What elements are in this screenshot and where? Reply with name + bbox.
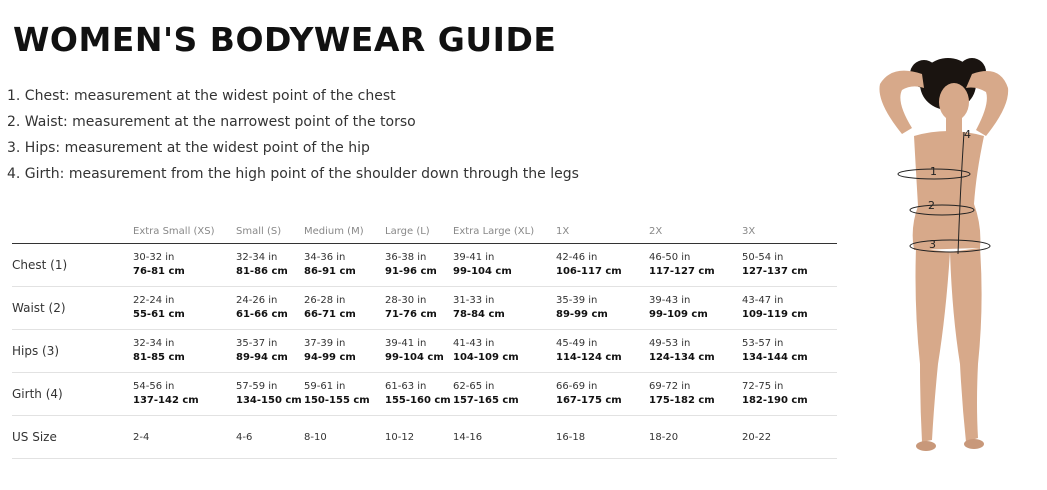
centimeters-value: 155-160 cm xyxy=(385,395,451,406)
centimeters-value: 124-134 cm xyxy=(649,352,715,363)
inches-value: 41-43 in xyxy=(453,338,495,349)
centimeters-value: 91-96 cm xyxy=(385,266,437,277)
measurement-cell xyxy=(236,244,304,287)
inches-value: 69-72 in xyxy=(649,381,691,392)
centimeters-value: 106-117 cm xyxy=(556,266,622,277)
table-row xyxy=(12,373,837,416)
centimeters-value: 89-94 cm xyxy=(236,352,288,363)
measurement-cell xyxy=(453,373,556,416)
model-measurement-figure xyxy=(862,44,1037,464)
inches-value: 61-63 in xyxy=(385,381,427,392)
table-row-us-size xyxy=(12,416,837,459)
inches-value: 50-54 in xyxy=(742,252,784,263)
inches-value: 42-46 in xyxy=(556,252,598,263)
table-header-row xyxy=(12,219,837,244)
inches-value: 32-34 in xyxy=(236,252,278,263)
measurement-cell xyxy=(453,244,556,287)
centimeters-value: 78-84 cm xyxy=(453,309,505,320)
measurement-cell xyxy=(649,244,742,287)
inches-value: 39-43 in xyxy=(649,295,691,306)
measurement-cell xyxy=(385,287,453,330)
header-2x: 2X xyxy=(649,219,742,244)
marker-4: 4 xyxy=(964,128,971,141)
measurement-cell xyxy=(453,287,556,330)
inches-value: 39-41 in xyxy=(453,252,495,263)
centimeters-value: 114-124 cm xyxy=(556,352,622,363)
centimeters-value: 61-66 cm xyxy=(236,309,288,320)
us-size-cell: 8-10 xyxy=(304,416,385,459)
inches-value: 53-57 in xyxy=(742,338,784,349)
measurement-cell xyxy=(649,330,742,373)
table-body xyxy=(12,244,837,459)
inches-value: 30-32 in xyxy=(133,252,175,263)
row-label: Hips (3) xyxy=(12,330,133,373)
measurement-cell xyxy=(385,330,453,373)
header-xl: Extra Large (XL) xyxy=(453,219,556,244)
centimeters-value: 104-109 cm xyxy=(453,352,519,363)
header-3x: 3X xyxy=(742,219,837,244)
inches-value: 46-50 in xyxy=(649,252,691,263)
measurement-cell xyxy=(304,373,385,416)
measurement-cell xyxy=(453,330,556,373)
centimeters-value: 99-104 cm xyxy=(385,352,444,363)
centimeters-value: 109-119 cm xyxy=(742,309,808,320)
us-size-cell: 16-18 xyxy=(556,416,649,459)
inches-value: 37-39 in xyxy=(304,338,346,349)
inches-value: 57-59 in xyxy=(236,381,278,392)
inches-value: 54-56 in xyxy=(133,381,175,392)
measurement-cell xyxy=(133,244,236,287)
inches-value: 35-37 in xyxy=(236,338,278,349)
measurement-cell xyxy=(556,287,649,330)
inches-value: 34-36 in xyxy=(304,252,346,263)
row-label: Girth (4) xyxy=(12,373,133,416)
measurement-cell xyxy=(236,287,304,330)
centimeters-value: 150-155 cm xyxy=(304,395,370,406)
inches-value: 66-69 in xyxy=(556,381,598,392)
us-size-cell: 14-16 xyxy=(453,416,556,459)
centimeters-value: 137-142 cm xyxy=(133,395,199,406)
measurement-cell xyxy=(742,330,837,373)
row-label: Chest (1) xyxy=(12,244,133,287)
header-m: Medium (M) xyxy=(304,219,385,244)
centimeters-value: 127-137 cm xyxy=(742,266,808,277)
inches-value: 49-53 in xyxy=(649,338,691,349)
us-size-cell: 18-20 xyxy=(649,416,742,459)
inches-value: 31-33 in xyxy=(453,295,495,306)
centimeters-value: 76-81 cm xyxy=(133,266,185,277)
inches-value: 39-41 in xyxy=(385,338,427,349)
centimeters-value: 134-150 cm xyxy=(236,395,302,406)
inches-value: 36-38 in xyxy=(385,252,427,263)
inches-value: 59-61 in xyxy=(304,381,346,392)
model-silhouette xyxy=(879,58,1008,451)
centimeters-value: 99-109 cm xyxy=(649,309,708,320)
centimeters-value: 175-182 cm xyxy=(649,395,715,406)
marker-1: 1 xyxy=(930,165,937,178)
centimeters-value: 81-86 cm xyxy=(236,266,288,277)
centimeters-value: 99-104 cm xyxy=(453,266,512,277)
page-title: WOMEN'S BODYWEAR GUIDE xyxy=(13,20,557,59)
inches-value: 28-30 in xyxy=(385,295,427,306)
inches-value: 35-39 in xyxy=(556,295,598,306)
measurement-cell xyxy=(649,373,742,416)
measurement-cell xyxy=(304,287,385,330)
size-chart-table xyxy=(12,219,837,459)
centimeters-value: 55-61 cm xyxy=(133,309,185,320)
inches-value: 43-47 in xyxy=(742,295,784,306)
measurement-cell xyxy=(385,244,453,287)
measurement-cell xyxy=(742,373,837,416)
measurement-cell xyxy=(133,373,236,416)
inches-value: 26-28 in xyxy=(304,295,346,306)
measurement-cell xyxy=(304,330,385,373)
measurement-cell xyxy=(133,330,236,373)
centimeters-value: 66-71 cm xyxy=(304,309,356,320)
table-row xyxy=(12,244,837,287)
inches-value: 24-26 in xyxy=(236,295,278,306)
definition-girth: 4. Girth: measurement from the high point of the shoulder down through the legs xyxy=(7,166,579,182)
marker-3: 3 xyxy=(929,238,936,251)
definition-hips: 3. Hips: measurement at the widest point of the hip xyxy=(7,140,370,156)
centimeters-value: 157-165 cm xyxy=(453,395,519,406)
inches-value: 62-65 in xyxy=(453,381,495,392)
header-xs: Extra Small (XS) xyxy=(133,219,236,244)
row-label: US Size xyxy=(12,416,133,459)
us-size-cell: 2-4 xyxy=(133,416,236,459)
header-s: Small (S) xyxy=(236,219,304,244)
header-l: Large (L) xyxy=(385,219,453,244)
measurement-cell xyxy=(133,287,236,330)
measurement-cell xyxy=(236,373,304,416)
centimeters-value: 94-99 cm xyxy=(304,352,356,363)
centimeters-value: 86-91 cm xyxy=(304,266,356,277)
header-1x: 1X xyxy=(556,219,649,244)
centimeters-value: 134-144 cm xyxy=(742,352,808,363)
measurement-cell xyxy=(649,287,742,330)
centimeters-value: 167-175 cm xyxy=(556,395,622,406)
centimeters-value: 182-190 cm xyxy=(742,395,808,406)
definition-waist: 2. Waist: measurement at the narrowest point of the torso xyxy=(7,114,416,130)
inches-value: 45-49 in xyxy=(556,338,598,349)
measurement-cell xyxy=(304,244,385,287)
measurement-cell xyxy=(556,330,649,373)
measurement-cell xyxy=(556,244,649,287)
measurement-definitions xyxy=(7,86,579,190)
table-row xyxy=(12,287,837,330)
header-empty xyxy=(12,219,133,244)
centimeters-value: 117-127 cm xyxy=(649,266,715,277)
centimeters-value: 71-76 cm xyxy=(385,309,437,320)
table-row xyxy=(12,330,837,373)
measurement-cell xyxy=(236,330,304,373)
definition-chest: 1. Chest: measurement at the widest point of the chest xyxy=(7,88,396,104)
measurement-cell xyxy=(742,244,837,287)
us-size-cell: 10-12 xyxy=(385,416,453,459)
inches-value: 22-24 in xyxy=(133,295,175,306)
us-size-cell: 20-22 xyxy=(742,416,837,459)
centimeters-value: 89-99 cm xyxy=(556,309,608,320)
centimeters-value: 81-85 cm xyxy=(133,352,185,363)
inches-value: 32-34 in xyxy=(133,338,175,349)
inches-value: 72-75 in xyxy=(742,381,784,392)
measurement-cell xyxy=(385,373,453,416)
us-size-cell: 4-6 xyxy=(236,416,304,459)
measurement-cell xyxy=(742,287,837,330)
marker-2: 2 xyxy=(928,199,935,212)
measurement-cell xyxy=(556,373,649,416)
row-label: Waist (2) xyxy=(12,287,133,330)
